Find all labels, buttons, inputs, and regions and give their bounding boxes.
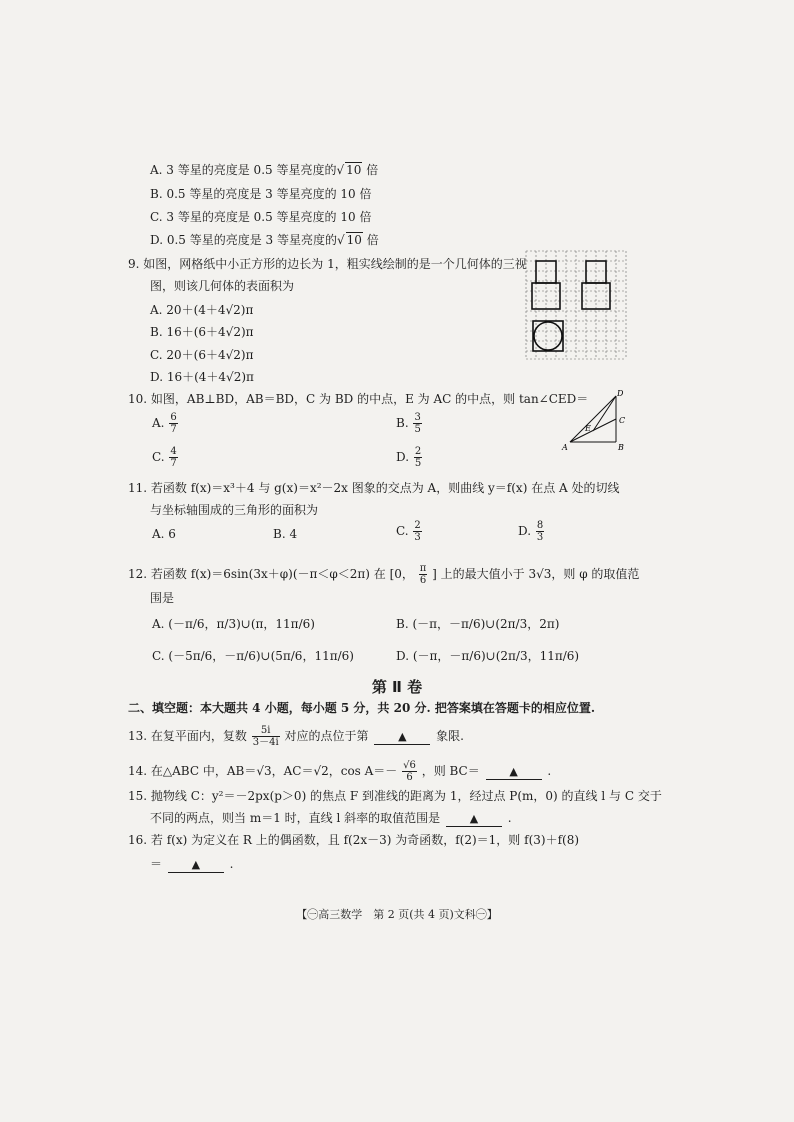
part-2-instruction: 二、填空题：本大题共 4 小题，每小题 5 分，共 20 分. 把答案填在答题卡的相应位置. xyxy=(128,701,596,715)
q15-line2 xyxy=(150,810,512,827)
q14-middle: ，则 BC＝ xyxy=(421,764,480,778)
q10-option-b-numerator: 3 xyxy=(414,412,421,423)
q15-blank-mark: ▲ xyxy=(469,812,479,825)
q10-option-c-denominator: 7 xyxy=(170,458,177,469)
part-2-title: 第 Ⅱ 卷 xyxy=(371,678,423,696)
q12-stem-denominator: 6 xyxy=(419,575,427,586)
q14-blank-mark: ▲ xyxy=(509,765,518,778)
q8-option-d-text: D. 0.5 等星的亮度是 3 等星亮度的 xyxy=(150,233,337,247)
q10-option-d-fraction xyxy=(414,446,422,469)
q10-option-b-denominator: 5 xyxy=(414,424,421,435)
q10-option-d-label: D. xyxy=(396,450,410,464)
q11-option-c-fraction xyxy=(413,520,421,543)
q14-prefix: 14. 在△ABC 中，AB＝√3，AC＝√2，cos A＝－ xyxy=(128,764,398,778)
q12-stem-line1 xyxy=(128,563,639,586)
q10-option-c-fraction xyxy=(169,446,177,469)
q11-option-d-numerator: 8 xyxy=(536,520,544,531)
q16-line2-prefix: ＝ xyxy=(150,857,163,871)
q10-label-a: A xyxy=(562,443,568,452)
q9-three-view-figure xyxy=(524,249,628,361)
q12-stem-numerator: π xyxy=(419,563,427,574)
q10-option-a-fraction xyxy=(169,412,177,435)
q14-fraction xyxy=(402,760,417,783)
q10-option-d-denominator: 5 xyxy=(414,458,422,469)
q10-option-d-numerator: 2 xyxy=(414,446,422,457)
q10-option-a-label: A. xyxy=(152,416,165,430)
q16-blank-mark: ▲ xyxy=(191,858,201,871)
q13-numerator: 5i xyxy=(252,725,280,737)
q14-numerator: √6 xyxy=(403,760,416,771)
q12-stem-fraction xyxy=(419,563,428,586)
q8-option-d-radical: √ 10 xyxy=(337,233,362,247)
q12-stem-part-a: 12. 若函数 f(x)＝6sin(3x＋φ)(－π＜φ＜2π) 在 [0， xyxy=(128,567,414,581)
q15-line2-text: 不同的两点，则当 m＝1 时，直线 l 斜率的取值范围是 xyxy=(150,811,441,825)
q12-option-c: C. (－5π/6，－π/6)∪(5π/6，11π/6) xyxy=(152,649,354,663)
q11-option-d xyxy=(518,520,545,543)
q8-option-b: B. 0.5 等星的亮度是 3 等星亮度的 10 倍 xyxy=(150,187,372,201)
q16-answer-blank[interactable] xyxy=(168,857,224,873)
q14-denominator: 6 xyxy=(406,772,413,783)
q13-prefix: 13. 在复平面内，复数 xyxy=(128,729,247,743)
q8-option-a-radical: √ 10 xyxy=(336,163,362,177)
q13-answer-blank[interactable] xyxy=(374,729,430,745)
q15-line1: 15. 抛物线 C：y²＝－2px(p＞0) 的焦点 F 到准线的距离为 1，经过点 P(m，0) 的直线 l 与 C 交于 xyxy=(128,789,662,803)
q8-option-c: C. 3 等星的亮度是 0.5 等星亮度的 10 倍 xyxy=(150,210,372,224)
q13 xyxy=(128,725,464,748)
q9-option-d: D. 16＋(4＋4√2)π xyxy=(150,370,254,384)
q11-option-c-label: C. xyxy=(396,524,409,538)
q11-option-b: B. 4 xyxy=(273,527,298,541)
q9-stem-line2: 图，则该几何体的表面积为 xyxy=(150,279,295,293)
q15-suffix: . xyxy=(507,811,512,825)
q11-option-c-denominator: 3 xyxy=(414,532,421,543)
q11-option-d-label: D. xyxy=(518,524,532,538)
q11-option-c xyxy=(396,520,423,543)
q12-option-a: A. (－π/6，π/3)∪(π，11π/6) xyxy=(152,617,315,631)
page-footer: 【㊀高三数学 第 2 页(共 4 页)文科㊀】 xyxy=(296,908,498,921)
q10-option-b xyxy=(396,412,423,435)
q9-option-b: B. 16＋(6＋4√2)π xyxy=(150,325,254,339)
q16-line2 xyxy=(150,856,234,873)
q12-option-d: D. (－π，－π/6)∪(2π/3，11π/6) xyxy=(396,649,580,663)
q14-answer-blank[interactable] xyxy=(486,764,542,780)
q9-option-a: A. 20＋(4＋4√2)π xyxy=(150,303,254,317)
q10-label-e: E xyxy=(585,424,591,433)
q10-label-c: C xyxy=(619,416,626,425)
q8-option-d-radicand: 10 xyxy=(346,233,362,247)
q8-option-d-tail: 倍 xyxy=(366,233,379,247)
q16-suffix: . xyxy=(229,857,234,871)
q8-option-d xyxy=(150,232,379,248)
q10-option-c-label: C. xyxy=(152,450,165,464)
q12-option-b: B. (－π，－π/6)∪(2π/3，2π) xyxy=(396,617,560,631)
q10-label-d: D xyxy=(617,389,624,398)
q11-option-c-numerator: 2 xyxy=(414,520,421,531)
q10-option-d xyxy=(396,446,423,469)
q10-option-a xyxy=(152,412,179,435)
q9-grid xyxy=(526,251,626,359)
q10-option-c xyxy=(152,446,179,469)
q11-option-d-fraction xyxy=(536,520,544,543)
q9-views xyxy=(532,261,610,351)
q12-stem-part-b: ] 上的最大值小于 3√3，则 φ 的取值范 xyxy=(432,567,640,581)
q14 xyxy=(128,760,551,783)
q9-option-c: C. 20＋(6＋4√2)π xyxy=(150,348,254,362)
q13-blank-mark: ▲ xyxy=(398,730,407,743)
q11-stem-line2: 与坐标轴围成的三角形的面积为 xyxy=(150,503,319,517)
q10-stem: 10. 如图，AB⊥BD，AB＝BD，C 为 BD 的中点，E 为 AC 的中点，则 tan∠CED＝ xyxy=(128,392,589,406)
q10-option-a-numerator: 6 xyxy=(170,412,177,423)
q10-option-a-denominator: 7 xyxy=(170,424,177,435)
q8-option-a-tail: 倍 xyxy=(366,163,379,177)
q10-label-b: B xyxy=(618,443,624,452)
q13-middle: 对应的点位于第 xyxy=(284,729,369,743)
q9-stem-line1: 9. 如图，网格纸中小正方形的边长为 1，粗实线绘制的是一个几何体的三视 xyxy=(128,257,527,271)
q10-option-c-numerator: 4 xyxy=(170,446,177,457)
q8-option-a xyxy=(150,162,378,178)
q15-answer-blank[interactable] xyxy=(446,811,502,827)
q10-option-b-label: B. xyxy=(396,416,409,430)
q13-fraction xyxy=(252,725,280,748)
q8-option-a-text: A. 3 等星的亮度是 0.5 等星亮度的 xyxy=(150,163,337,177)
q14-suffix: . xyxy=(547,764,552,778)
q13-denominator: 3－4i xyxy=(252,737,279,748)
q11-option-d-denominator: 3 xyxy=(536,532,544,543)
q10-triangle-figure xyxy=(560,384,632,456)
q8-option-a-radicand: 10 xyxy=(346,163,362,177)
q13-suffix: 象限. xyxy=(436,729,464,743)
q10-option-b-fraction xyxy=(413,412,421,435)
q11-stem-line1: 11. 若函数 f(x)＝x³＋4 与 g(x)＝x²－2x 图象的交点为 A，则曲线 y＝f(x) 在点 A 处的切线 xyxy=(128,481,620,495)
q16-line1: 16. 若 f(x) 为定义在 R 上的偶函数，且 f(2x－3) 为奇函数，f(2)＝1，则 f(3)＋f(8) xyxy=(128,833,580,847)
q12-stem-line2: 围是 xyxy=(150,591,175,605)
q11-option-a: A. 6 xyxy=(152,527,176,541)
